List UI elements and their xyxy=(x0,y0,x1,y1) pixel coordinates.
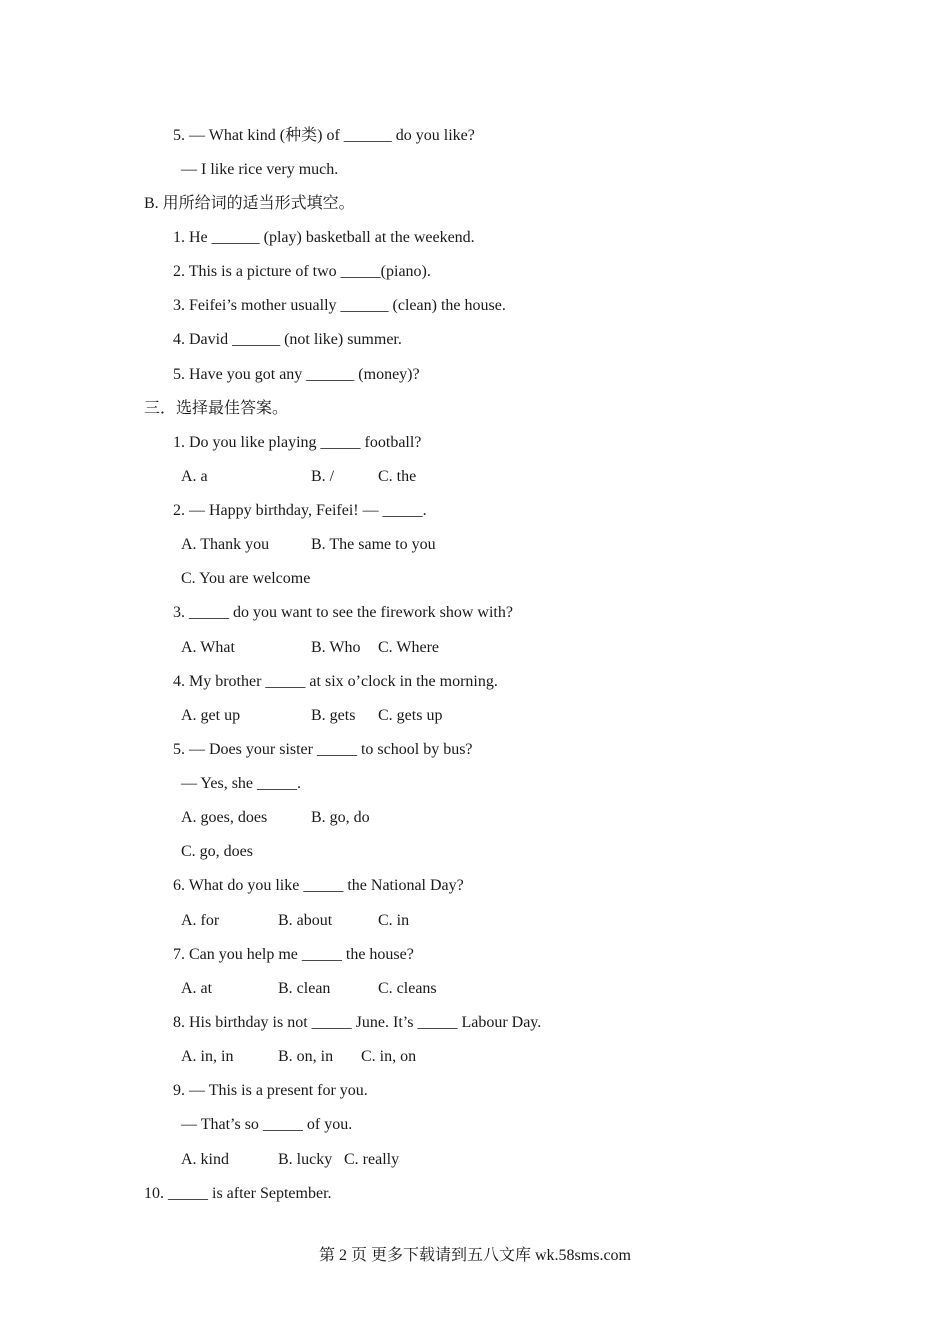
option-a: A. kind xyxy=(181,1151,229,1168)
option-a: A. goes, does xyxy=(181,809,268,826)
option-b: B. on, in xyxy=(278,1048,334,1065)
option-b: B. lucky xyxy=(278,1151,333,1168)
option-a: A. Thank you xyxy=(181,536,270,553)
question-stem: 9. — This is a present for you. xyxy=(173,1082,368,1099)
question-stem: 10. _____ is after September. xyxy=(144,1185,332,1202)
option-b: B. Who xyxy=(311,639,361,656)
question-stem: 4. My brother _____ at six o’clock in the morning. xyxy=(173,673,498,690)
option-b: B. go, do xyxy=(311,809,370,826)
option-a: A. for xyxy=(181,912,220,929)
question-stem: 5. — What kind (种类) of ______ do you like? xyxy=(173,127,475,144)
question-stem: 5. — Does your sister _____ to school by bus? xyxy=(173,741,473,758)
question-answer-line: — I like rice very much. xyxy=(181,161,339,178)
option-c: C. really xyxy=(344,1151,400,1168)
option-a: A. What xyxy=(181,639,235,656)
option-b: B. gets xyxy=(311,707,356,724)
fill-item: 1. He ______ (play) basketball at the weekend. xyxy=(173,229,475,246)
option-c: C. go, does xyxy=(181,843,253,860)
page-footer: 第 2 页 更多下载请到五八文库 wk.58sms.com xyxy=(318,1247,631,1264)
option-a: A. a xyxy=(181,468,208,485)
fill-item: 5. Have you got any ______ (money)? xyxy=(173,366,420,383)
option-c: C. Where xyxy=(378,639,440,656)
question-stem-line-2: — Yes, she _____. xyxy=(181,775,302,792)
option-c: C. You are welcome xyxy=(181,570,311,587)
option-c: C. in, on xyxy=(361,1048,417,1065)
option-a: A. in, in xyxy=(181,1048,234,1065)
question-stem: 2. — Happy birthday, Feifei! — _____. xyxy=(173,502,427,519)
question-stem: 7. Can you help me _____ the house? xyxy=(173,946,414,963)
option-c: C. the xyxy=(378,468,417,485)
question-stem: 1. Do you like playing _____ football? xyxy=(173,434,422,451)
fill-item: 2. This is a picture of two _____(piano). xyxy=(173,263,431,280)
fill-item: 3. Feifei’s mother usually ______ (clean) the house. xyxy=(173,297,506,314)
option-c: C. in xyxy=(378,912,410,929)
question-stem: 8. His birthday is not _____ June. It’s _____ Labour Day. xyxy=(173,1014,542,1031)
section-3-heading: 三．选择最佳答案。 xyxy=(144,400,289,417)
option-b: B. about xyxy=(278,912,333,929)
question-stem: 6. What do you like _____ the National Day? xyxy=(173,877,464,894)
question-stem: 3. _____ do you want to see the firework show with? xyxy=(173,604,513,621)
option-c: C. gets up xyxy=(378,707,443,724)
option-b: B. The same to you xyxy=(311,536,436,553)
option-a: A. at xyxy=(181,980,213,997)
section-b-heading: B. 用所给词的适当形式填空。 xyxy=(144,195,355,212)
option-a: A. get up xyxy=(181,707,241,724)
fill-item: 4. David ______ (not like) summer. xyxy=(173,331,402,348)
question-stem-line-2: — That’s so _____ of you. xyxy=(181,1116,353,1133)
option-b: B. / xyxy=(311,468,335,485)
option-c: C. cleans xyxy=(378,980,437,997)
option-b: B. clean xyxy=(278,980,331,997)
